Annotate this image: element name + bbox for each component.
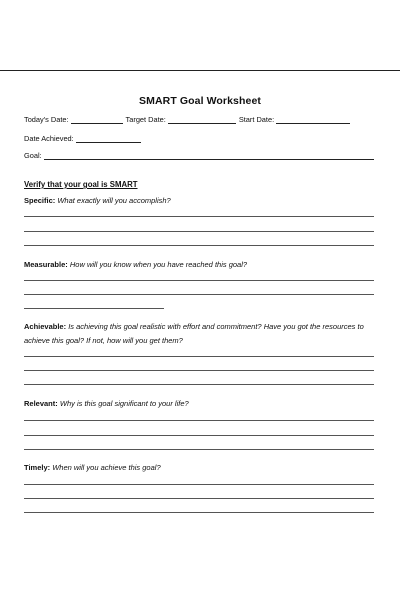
- specific-question: [24, 194, 379, 208]
- relevant-prompt: Why is this goal significant to your life?: [59, 399, 189, 408]
- achievable-line-2[interactable]: [24, 370, 374, 371]
- date-achieved-field[interactable]: [76, 136, 141, 143]
- achievable-question: [24, 320, 379, 348]
- timely-prompt: When will you achieve this goal?: [52, 463, 161, 472]
- page-title: SMART Goal Worksheet: [139, 95, 261, 107]
- measurable-line-3[interactable]: [24, 308, 164, 309]
- todays-date-label: Today's Date:: [24, 115, 69, 124]
- relevant-line-3[interactable]: [24, 449, 374, 450]
- measurable-question: [24, 258, 379, 272]
- timely-question: [24, 461, 379, 475]
- relevant-label: Relevant:: [24, 399, 60, 408]
- relevant-line-1[interactable]: [24, 420, 374, 421]
- achievable-line-3[interactable]: [24, 384, 374, 385]
- timely-label: Timely:: [24, 463, 53, 472]
- specific-line-1[interactable]: [24, 216, 374, 217]
- date-achieved-label: Date Achieved:: [24, 134, 74, 143]
- achievable-line-1[interactable]: [24, 356, 374, 357]
- specific-line-2[interactable]: [24, 231, 374, 232]
- measurable-line-1[interactable]: [24, 280, 374, 281]
- timely-line-3[interactable]: [24, 512, 374, 513]
- achievable-prompt: Is achieving this goal realistic with effort and commitment? Have you got the resources to achieve this goal? If not, how will you get them?: [24, 322, 364, 345]
- goal-row: [24, 151, 374, 160]
- date-row: [24, 115, 350, 124]
- todays-date-field[interactable]: [71, 117, 123, 124]
- specific-prompt: What exactly will you accomplish?: [57, 196, 171, 205]
- goal-field[interactable]: [44, 153, 374, 160]
- target-date-field[interactable]: [168, 117, 236, 124]
- start-date-label: Start Date:: [238, 115, 275, 124]
- timely-line-2[interactable]: [24, 498, 374, 499]
- target-date-label: Target Date:: [125, 115, 166, 124]
- goal-label: Goal:: [24, 151, 42, 160]
- specific-label: Specific:: [24, 196, 58, 205]
- timely-line-1[interactable]: [24, 484, 374, 485]
- verify-heading: Verify that your goal is SMART: [24, 180, 138, 189]
- measurable-line-2[interactable]: [24, 294, 374, 295]
- top-divider: [0, 70, 400, 71]
- measurable-label: Measurable:: [24, 260, 70, 269]
- specific-line-3[interactable]: [24, 245, 374, 246]
- start-date-field[interactable]: [276, 117, 350, 124]
- relevant-line-2[interactable]: [24, 435, 374, 436]
- relevant-question: [24, 397, 379, 411]
- achievable-label: Achievable:: [24, 322, 69, 331]
- measurable-prompt: How will you know when you have reached this goal?: [69, 260, 248, 269]
- date-achieved-row: [24, 134, 141, 143]
